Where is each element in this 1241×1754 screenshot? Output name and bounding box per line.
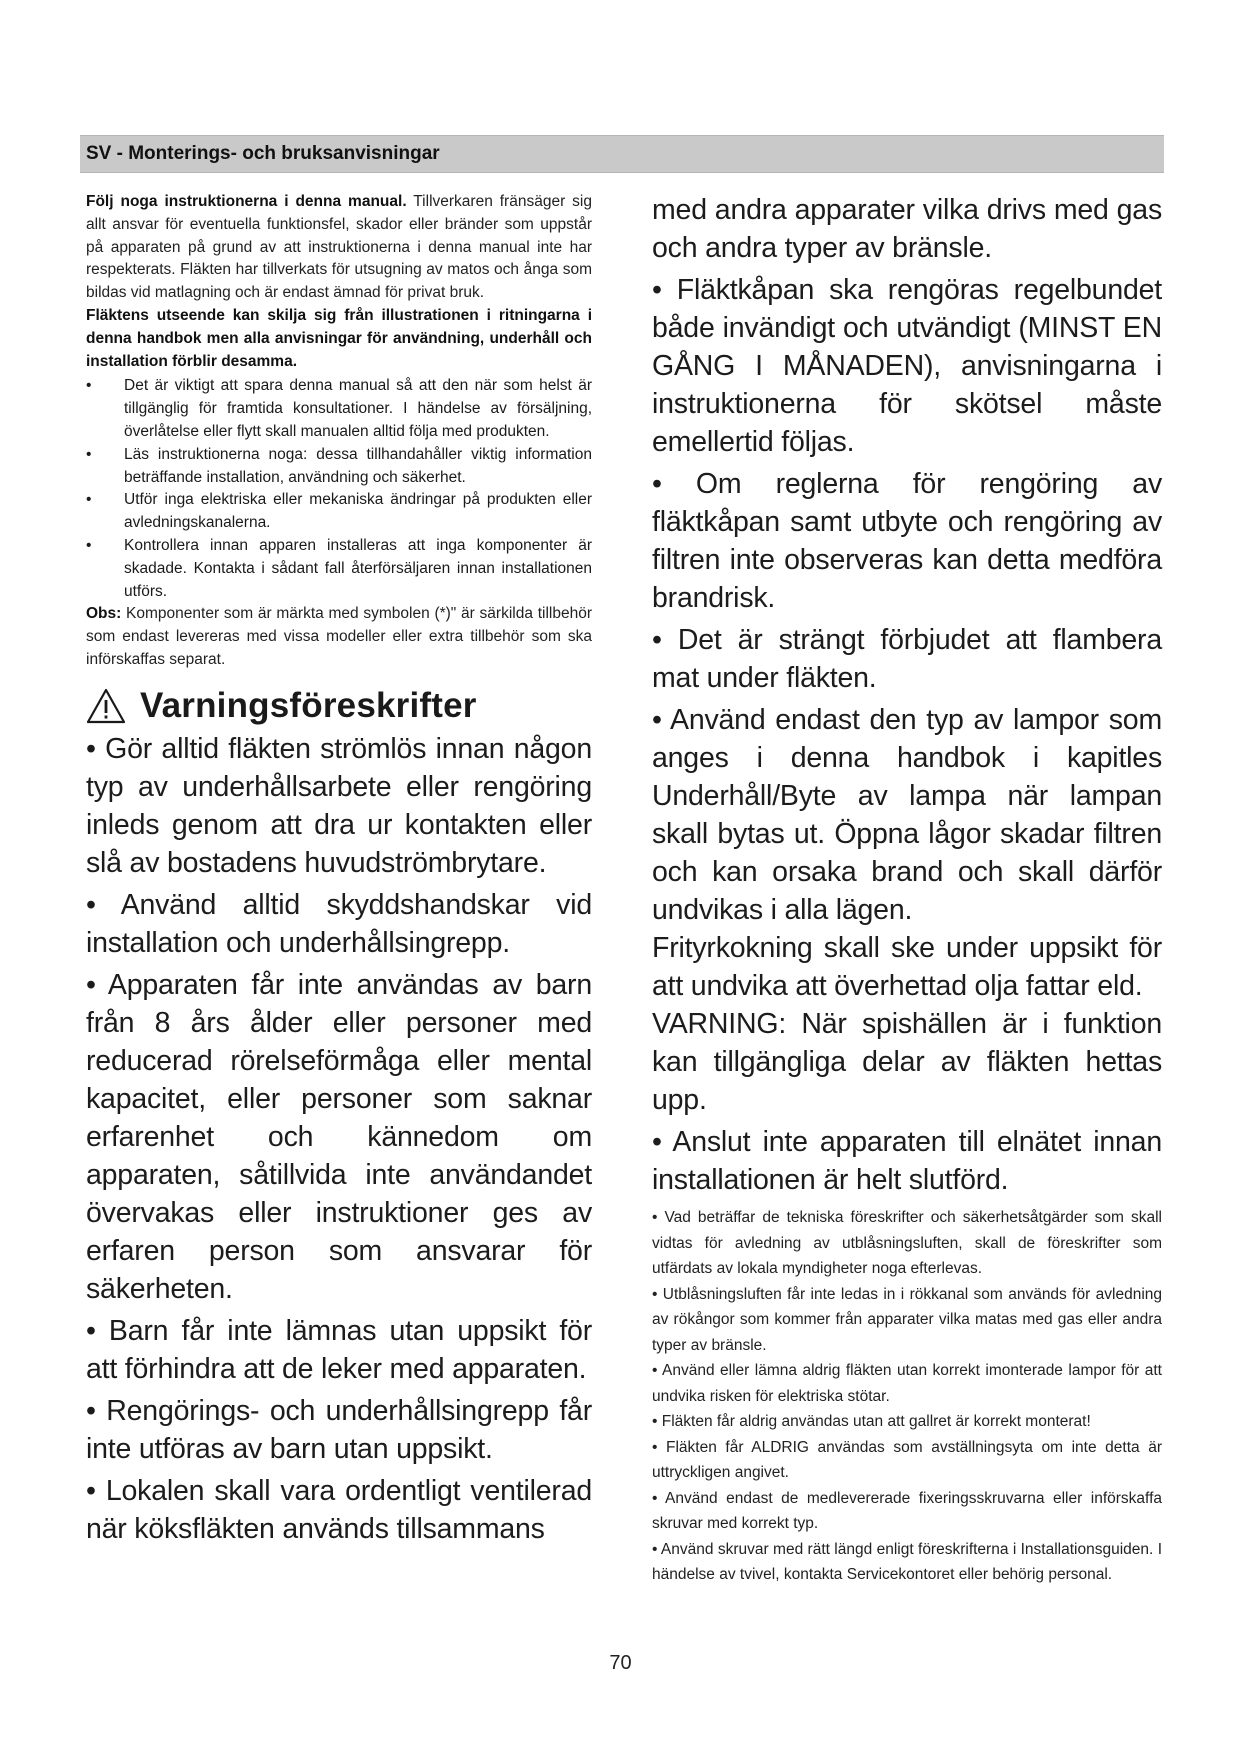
- technical-note: • Fläkten får ALDRIG användas som avställningsyta om inte detta är uttryckligen angivet.: [652, 1438, 1162, 1481]
- list-item: [86, 444, 592, 490]
- warning-paragraph: • Barn får inte lämnas utan uppsikt för att förhindra att de leker med apparaten.: [86, 1314, 592, 1385]
- warning-paragraph: • Gör alltid fläkten strömlös innan någon typ av underhållsarbete eller rengöring inleds genom att dra ur kontakten eller slå av bostadens huvudströmbrytare.: [86, 732, 592, 879]
- warnings-heading: [86, 686, 592, 726]
- technical-note: • Vad beträffar de tekniska föreskrifter och säkerhetsåtgärder som skall vidtas för avledning av utblåsningsluften, skall de föreskrifter som utfärdats av lokala myndigheter noga efterlevas.: [652, 1209, 1162, 1277]
- list-item: [86, 375, 592, 443]
- warning-paragraph: • Använd endast den typ av lampor som anges i denna handbok i kapitles Underhåll/Byte av lampa när lampan skall bytas ut. Öppna lågor skadar filtren och kan orsaka brand och skall därför undvikas i alla lägen.: [652, 704, 1162, 926]
- left-column: [86, 191, 592, 1548]
- technical-note: • Använd eller lämna aldrig fläkten utan korrekt imonterade lampor för att undvika risken för elektriska stötar.: [652, 1362, 1162, 1405]
- bullet-icon: •: [86, 491, 92, 509]
- technical-note: • Använd endast de medlevererade fixeringsskruvarna eller införskaffa skruvar med korrekt typ.: [652, 1489, 1162, 1532]
- warning-paragraph: • Lokalen skall vara ordentligt ventilerad när köksfläkten används tillsammans: [86, 1474, 592, 1545]
- right-column: [652, 191, 1162, 1588]
- warnings-title: Varningsföreskrifter: [140, 685, 477, 725]
- warning-paragraph: VARNING: När spishällen är i funktion kan tillgängliga delar av fläkten hettas upp.: [652, 1008, 1162, 1116]
- obs-label: Obs:: [86, 605, 122, 623]
- warning-paragraph: Frityrkokning skall ske under uppsikt för att undvika att överhettad olja fattar eld.: [652, 932, 1162, 1002]
- section-title: SV - Monterings- och bruksanvisningar: [86, 143, 440, 164]
- warning-paragraph: • Använd alltid skyddshandskar vid installation och underhållsingrepp.: [86, 888, 592, 959]
- appearance-note-text: Fläktens utseende kan skilja sig från illustrationen i ritningarna i denna handbok men alla anvisningar för användning, underhåll och installation förblir desamma.: [86, 306, 592, 370]
- obs-note: [86, 603, 592, 671]
- section-header-bar: [80, 135, 1164, 173]
- list-item: [86, 535, 592, 603]
- list-item: [86, 489, 592, 535]
- instruction-list: [86, 375, 592, 603]
- list-item-text: Kontrollera innan apparen installeras att inga komponenter är skadade. Kontakta i sådant fall återförsäljaren innan installationen utförs.: [124, 536, 592, 600]
- warning-paragraph: • Det är strängt förbjudet att flambera mat under fläkten.: [652, 624, 1162, 694]
- warning-triangle-icon: [86, 688, 126, 724]
- intro-paragraph: [86, 191, 592, 305]
- technical-notes: [652, 1205, 1162, 1588]
- bullet-icon: •: [86, 536, 92, 554]
- technical-note: • Använd skruvar med rätt längd enligt föreskrifterna i Installationsguiden. I händelse av tvivel, kontakta Servicekontoret eller behörig personal.: [652, 1540, 1162, 1583]
- bullet-icon: •: [86, 445, 92, 463]
- obs-text: Komponenter som är märkta med symbolen (*)" är särkilda tillbehör som endast levereras med vissa modeller eller extra tillbehör som ska införskaffas separat.: [86, 605, 592, 668]
- bullet-icon: •: [86, 377, 92, 395]
- intro-bold: Följ noga instruktionerna i denna manual.: [86, 193, 407, 210]
- list-item-text: Det är viktigt att spara denna manual så att den när som helst är tillgänglig för framtida konsultationer. I händelse av försäljning, överlåtelse eller flytt skall manualen alltid följa med produkten.: [124, 377, 592, 440]
- warning-paragraph: • Anslut inte apparaten till elnätet innan installationen är helt slutförd.: [652, 1126, 1162, 1196]
- warning-paragraph: med andra apparater vilka drivs med gas och andra typer av bränsle.: [652, 194, 1162, 264]
- list-item-text: Läs instruktionerna noga: dessa tillhandahåller viktig information beträffande installation, användning och säkerhet.: [124, 445, 592, 486]
- technical-note: • Fläkten får aldrig användas utan att gallret är korrekt monterat!: [652, 1413, 1091, 1430]
- warning-paragraph: • Rengörings- och underhållsingrepp får inte utföras av barn utan uppsikt.: [86, 1394, 592, 1465]
- page-number: 70: [609, 1652, 632, 1674]
- list-item-text: Utför inga elektriska eller mekaniska ändringar på produkten eller avledningskanalerna.: [124, 491, 592, 532]
- warning-paragraph: • Fläktkåpan ska rengöras regelbundet både invändigt och utvändigt (MINST EN GÅNG I MÅNADEN), anvisningarna i instruktionerna för skötsel måste emellertid följas.: [652, 274, 1162, 458]
- technical-note: • Utblåsningsluften får inte ledas in i rökkanal som används för avledning av rökångor som kommer från apparater vilka matas med gas eller andra typer av bränsle.: [652, 1285, 1162, 1354]
- intro-text: Tillverkaren fränsäger sig allt ansvar för eventuella funktionsfel, skador eller bränder som uppstår på apparaten på grund av att instruktionerna i denna manual inte har respekterats. Fläkten har tillverkats för utsugning av matos och ånga som bildas vid matlagning och är endast ämnad för privat bruk.: [86, 193, 592, 302]
- warning-paragraph: • Apparaten får inte användas av barn från 8 års ålder eller personer med reducerad rörelseförmåga eller mental kapacitet, eller personer som saknar erfarenhet och kännedom om apparaten, såtillvida inte användandet övervakas eller instruktioner ges av erfaren person som ansvarar för säkerheten.: [86, 968, 592, 1305]
- warning-paragraph: • Om reglerna för rengöring av fläktkåpan samt utbyte och rengöring av filtren inte observeras kan detta medföra brandrisk.: [652, 468, 1162, 614]
- appearance-note: [86, 305, 592, 373]
